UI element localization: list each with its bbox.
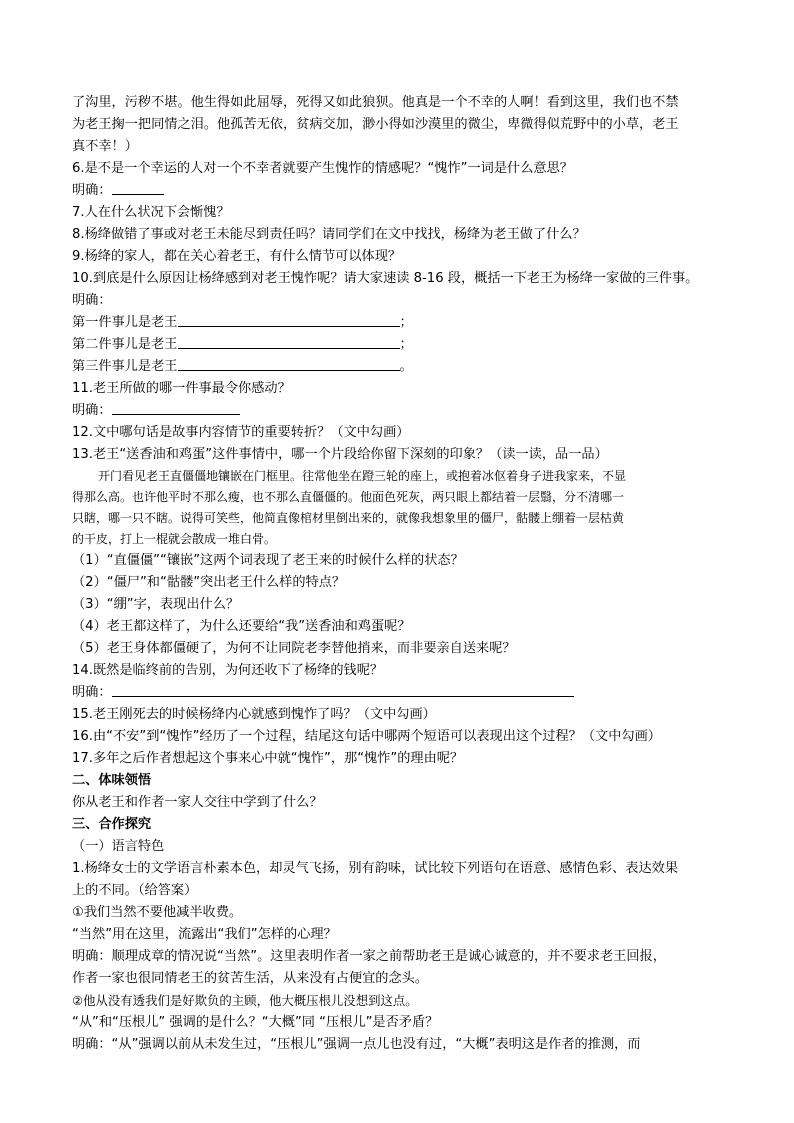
event-line-2	[72, 334, 732, 356]
sub-question-3: （3）“绷”字，表现出什么？	[72, 597, 240, 612]
question-14: 14.既然是临终前的告别，为何还收下了杨绛的钱呢？	[72, 663, 384, 678]
sub-question-4: （4）老王都这样了，为什么还要给“我”送香油和鸡蛋呢？	[72, 619, 411, 634]
answer-blank[interactable]	[178, 312, 400, 327]
event-end: 。	[399, 359, 413, 374]
section-3-title: 三、合作探究	[72, 817, 152, 832]
language-question-line-2: 上的不同。（给答案）	[72, 883, 198, 898]
intro-line-3: 真不幸！）	[72, 139, 138, 154]
event-label: 第三件事儿是老王	[72, 359, 178, 374]
mingque-label: 明确：	[72, 293, 112, 308]
event-line-3	[72, 356, 732, 378]
question-8: 8.杨绛做错了事或对老王未能尽到责任吗？请同学们在文中找找，杨绛为老王做了什么？	[72, 227, 586, 242]
sentence-1-question: “当然”用在这里，流露出“我们”怎样的心理？	[72, 927, 337, 942]
section-2-question: 你从老王和作者一家人交往中学到了什么？	[72, 795, 323, 810]
sub-section-title: （一）语言特色	[72, 839, 165, 854]
passage-line-4: 的干皮，打上一棍就会散成一堆白骨。	[72, 532, 277, 546]
passage-line-1: 开门看见老王直僵僵地镶嵌在门框里。往常他坐在蹬三轮的座上，或抱着冰伛着身子进我家来，不显	[98, 469, 627, 483]
mingque-label: 明确：	[72, 183, 112, 198]
section-2-title: 二、体味领悟	[72, 773, 152, 788]
sentence-1-answer-line-2: 作者一家也很同情老王的贫苦生活，从来没有占便宜的念头。	[72, 971, 429, 986]
question-10: 10.到底是什么原因让杨绛感到对老王愧怍呢？请大家速读 8-16 段，概括一下老王为杨绛一家做的三件事。	[72, 271, 699, 286]
sentence-1-answer-line-1: 明确：顺理成章的情况说“当然”。这里表明作者一家之前帮助老王是诚心诚意的，并不要求老王回报，	[72, 949, 666, 964]
event-end: ；	[399, 315, 413, 330]
question-16: 16.由“不安”到“愧怍”经历了一个过程，结尾这句话中哪两个短语可以表现出这个过程？（文中勾画）	[72, 729, 661, 744]
answer-blank[interactable]	[112, 180, 164, 195]
intro-line-1: 了沟里，污秽不堪。他生得如此屈辱，死得又如此狼狈。他真是一个不幸的人啊！看到这里，我们也不禁	[72, 95, 679, 110]
question-11: 11.老王所做的哪一件事最令你感动？	[72, 381, 291, 396]
answer-blank[interactable]	[178, 334, 400, 349]
answer-blank[interactable]	[112, 682, 574, 697]
event-label: 第二件事儿是老王	[72, 337, 178, 352]
question-9: 9.杨绛的家人，都在关心着老王，有什么情节可以体现？	[72, 249, 402, 264]
sentence-2: ②他从没有透我们是好欺负的主顾，他大概压根儿没想到这点。	[72, 993, 418, 1008]
question-6: 6.是不是一个幸运的人对一个不幸者就要产生愧怍的情感呢？“愧怍”一词是什么意思？	[72, 161, 573, 176]
event-end: ；	[399, 337, 413, 352]
answer-line-11	[72, 400, 732, 422]
sentence-2-answer: 明确：“从”强调以前从未发生过，“压根儿”强调一点儿也没有过，“大概”表明这是作者的推测，而	[72, 1037, 641, 1052]
mingque-label: 明确：	[72, 685, 112, 700]
sub-question-1: （1）“直僵僵”“镶嵌”这两个词表现了老王来的时候什么样的状态？	[72, 553, 464, 568]
language-question-line-1: 1.杨绛女士的文学语言朴素本色，却灵气飞扬，别有韵味，试比较下列语句在语意、感情色彩、表达效果	[72, 861, 679, 876]
question-12: 12.文中哪句话是故事内容情节的重要转折？（文中勾画）	[72, 425, 410, 440]
sub-question-2: （2）“僵尸”和“骷髅”突出老王什么样的特点？	[72, 575, 346, 590]
sentence-1: ①我们当然不要他减半收费。	[72, 905, 243, 920]
event-line-1	[72, 312, 732, 334]
answer-line-6	[72, 180, 732, 202]
passage-line-3: 只瞎，哪一只不瞎。说得可笑些，他简直像棺材里倒出来的，就像我想象里的僵尸，骷髅上绷着一层枯黄	[72, 511, 625, 525]
sub-question-5: （5）老王身体都僵硬了，为何不让同院老李替他捎来，而非要亲自送来呢？	[72, 641, 516, 656]
question-13: 13.老王“送香油和鸡蛋”这件事情中，哪一个片段给你留下深刻的印象？（读一读，品一品）	[72, 447, 608, 462]
question-7: 7.人在什么状况下会惭愧？	[72, 205, 230, 220]
answer-blank[interactable]	[112, 400, 240, 415]
answer-blank[interactable]	[178, 356, 400, 371]
event-label: 第一件事儿是老王	[72, 315, 178, 330]
intro-line-2: 为老王掬一把同情之泪。他孤苦无依，贫病交加，渺小得如沙漠里的微尘，卑微得似荒野中的小草，老王	[72, 117, 679, 132]
document-page	[72, 92, 732, 1056]
mingque-label: 明确：	[72, 403, 112, 418]
answer-line-14	[72, 682, 732, 704]
question-15: 15.老王刚死去的时候杨绛内心就感到愧怍了吗？（文中勾画）	[72, 707, 436, 722]
question-17: 17.多年之后作者想起这个事来心中就“愧怍”，那“愧怍”的理由呢？	[72, 751, 464, 766]
sentence-2-question: “从”和“压根儿” 强调的是什么？“大概”同 “压根儿”是否矛盾？	[72, 1015, 439, 1030]
passage-line-2: 得那么高。也许他平时不那么瘦，也不那么直僵僵的。他面色死灰，两只眼上都结着一层翳，分不清哪一	[72, 490, 625, 504]
